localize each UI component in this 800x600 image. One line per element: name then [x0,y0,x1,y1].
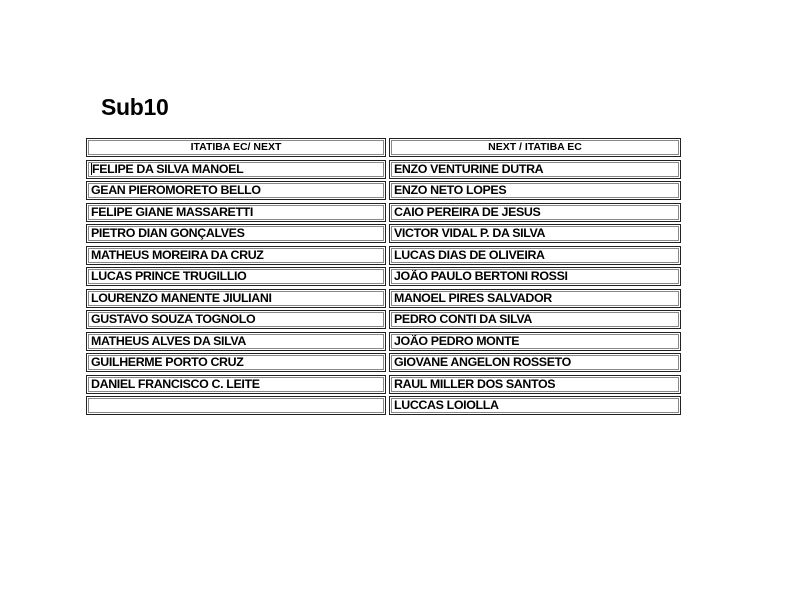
player-cell-right: MANOEL PIRES SALVADOR [389,289,681,308]
table-row [86,266,682,288]
table-row [86,180,682,202]
table-row [86,331,682,353]
player-cell-left: PIETRO DIAN GONÇALVES [86,224,386,243]
table-row [86,352,682,374]
table-header [86,137,682,159]
column-header-next-itatiba: NEXT / ITATIBA EC [389,138,681,157]
player-cell-left: LUCAS PRINCE TRUGILLIO [86,267,386,286]
player-cell-right: LUCCAS LOIOLLA [389,396,681,415]
player-cell-right: LUCAS DIAS DE OLIVEIRA [389,246,681,265]
player-cell-left: GUSTAVO SOUZA TOGNOLO [86,310,386,329]
table-row [86,309,682,331]
table-row [86,202,682,224]
player-cell-left: GUILHERME PORTO CRUZ [86,353,386,372]
table-row [86,245,682,267]
player-cell-right: GIOVANE ANGELON ROSSETO [389,353,681,372]
player-cell-right: PEDRO CONTI DA SILVA [389,310,681,329]
table-row [86,223,682,245]
column-header-itatiba-next: ITATIBA EC/ NEXT [86,138,386,157]
player-cell-left: MATHEUS MOREIRA DA CRUZ [86,246,386,265]
player-name: FELIPE DA SILVA MANOEL [92,161,244,176]
player-cell-left: DANIEL FRANCISCO C. LEITE [86,375,386,394]
player-cell-left: GEAN PIEROMORETO BELLO [86,181,386,200]
player-cell-right: VICTOR VIDAL P. DA SILVA [389,224,681,243]
player-cell-right: RAUL MILLER DOS SANTOS [389,375,681,394]
player-cell-left-empty [86,396,386,415]
table-row [86,159,682,181]
player-cell-left: MATHEUS ALVES DA SILVA [86,332,386,351]
player-cell-left [86,160,386,179]
table-row [86,288,682,310]
player-cell-right: ENZO VENTURINE DUTRA [389,160,681,179]
player-cell-right: JOÃO PAULO BERTONI ROSSI [389,267,681,286]
player-cell-right: JOÃO PEDRO MONTE [389,332,681,351]
page-title: Sub10 [101,94,169,120]
roster-table [86,137,682,417]
player-cell-left: FELIPE GIANE MASSARETTI [86,203,386,222]
player-cell-right: CAIO PEREIRA DE JESUS [389,203,681,222]
table-row [86,395,682,417]
player-cell-left: LOURENZO MANENTE JIULIANI [86,289,386,308]
player-cell-right: ENZO NETO LOPES [389,181,681,200]
table-row [86,374,682,396]
